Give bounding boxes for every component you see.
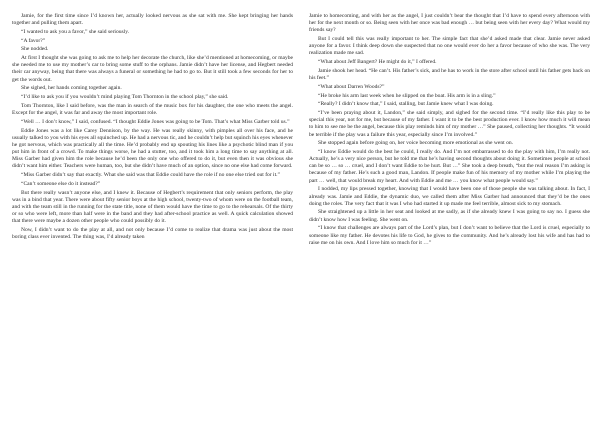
paragraph: “Miss Garber didn’t say that exactly. What she said was that Eddie could have the role if no one else tried out for it.” [21, 172, 280, 179]
paragraph: “What about Darren Woods?” [318, 83, 385, 90]
paragraph: Jamie, for the first time since I’d known her, actually looked nervous as she sat with me. She kept bringing her hands together and pulling them apart. [12, 13, 293, 27]
paragraph: Now, I didn’t want to do the play at all, and not only because I’d come to realize that drama was just about the most boring class ever invented. The thing was, I’d already taken [12, 226, 293, 241]
paragraph: She sighed, her hands coming together again. [21, 85, 122, 92]
paragraph: She stopped again before going on, her voice becoming more emotional as she went on. [318, 140, 514, 147]
paragraph: “He broke his arm last week when he slipped on the boat. His arm is in a sling.” [318, 92, 496, 99]
paragraph: Jamie to homecoming, and with her as the angel, I just couldn’t bear the thought that I’d have to spend every afternoon with her for the next month or so. Being seen with her once was bad enough … but being seen with her every day? What would my friends say? [309, 13, 590, 34]
paragraph: “I know that challenges are always part of the Lord’s plan, but I don’t want to believe that the Lord is cruel, especially to someone like my father. He devotes his life to God, he gives to the community. And he’s already lost his wife and has had to raise me on his own. And I love him so much for it …” [309, 225, 590, 246]
paragraph: “Can’t someone else do it instead?” [21, 180, 101, 187]
paragraph: “A favor?” [21, 37, 46, 44]
paragraph: “I’d like to ask you if you wouldn’t mind playing Tom Thornton in the school play,” she said. [21, 94, 229, 101]
paragraph: “What about Jeff Bangert? He might do it,” I offered. [318, 59, 437, 66]
paragraph: She nodded. [21, 46, 49, 53]
paragraph: “Well … I don’t know,” I said, confused. “I thought Eddie Jones was going to be Tom. That’s what Miss Garber told us.” [21, 118, 290, 125]
paragraph: Tom Thornton, like I said before, was the man in search of the music box for his daughter, the one who meets the angel. Except for the angel, it was far and away the most important role. [12, 102, 293, 117]
paragraph: Eddie Jones was a lot like Carey Dennison, by the way. He was really skinny, with pimples all over his face, and he usually talked to you with his eyes all squinched up. He had a nervous tic, and he couldn’t help but squinch his eyes whenever he got nervous, which was practically all the time. He’d probably end up spouting his lines like a psychotic blind man if you put him in front of a crowd. To make things worse, he had a stutter, too, and it took him a long time to say anything at all. Miss Garber had given him the role because he’d been the only one who offered to do it, but even then it was obvious she didn’t want him either. Teachers were human, too, but she didn’t have much of an option, since no one else had come forward. [12, 127, 293, 170]
gutter [294, 13, 308, 424]
paragraph: “I’ve been praying about it, Landon,” she said simply, and sighed for the second time. “I’d really like this play to be special this year, not for me, but because of my father. I want it to be the best production ever. I know how much it will mean to him to see me be the angel, because this play reminds him of my mother …” She paused, collecting her thoughts. “It would be terrible if the play was a failure this year, especially since I’m involved.” [309, 110, 590, 138]
right-page [309, 13, 590, 424]
paragraph: “I wanted to ask you a favor,” she said seriously. [21, 28, 130, 35]
paragraph: Jamie shook her head. “He can’t. His father’s sick, and he has to work in the store after school until his father gets back on his feet.” [309, 67, 590, 82]
paragraph: She straightened up a little in her seat and looked at me sadly, as if she already knew I was going to say no. I guess she didn’t know how I was feeling. She went on. [309, 209, 590, 223]
paragraph: I nodded, my lips pressed together, knowing that I would have been one of those people she was talking about. In fact, I already was. Jamie and Eddie, the dynamic duo, we called them after Miss Garber had announced that they’d be the ones doing the roles. The very fact that it was I who had started it up made me feel terrible, almost sick to my stomach. [309, 186, 590, 207]
left-page [12, 13, 293, 424]
paragraph: But there really wasn’t anyone else, and I knew it. Because of Hegbert’s requirement that only seniors perform, the play was in a bind that year. There were about fifty senior boys at the high school, twenty-two of whom were on the football team, and with the team still in the running for the state title, none of them would have the time to go to the rehearsals. Of the thirty or so who were left, more than half were in the band and they had after-school practice as well. A quick calculation showed that there were maybe a dozen other people who could possibly do it. [12, 189, 293, 225]
paragraph: But I could tell this was really important to her. The simple fact that she’d asked made that clear. Jamie never asked anyone for a favor. I think deep down she suspected that no one would ever do her a favor because of who she was. The very realization made me sad. [309, 36, 590, 57]
paragraph: “Really? I didn’t know that,” I said, stalling, but Jamie knew what I was doing. [318, 101, 494, 108]
paragraph: “I know Eddie would do the best he could, I really do. And I’m not embarrassed to do the play with him, I’m really not. Actually, he’s a very nice person, but he told me that he’s having second thoughts about doing it. Sometimes people at school can be so … so … cruel, and I don’t want Eddie to be hurt. But …” She took a deep breath, “but the real reason I’m asking is because of my father. He’s such a good man, Landon. If people make fun of his memory of my mother while I’m playing the part … well, that would break my heart. And with Eddie and me … you know what people would say.” [309, 149, 590, 184]
paragraph: At first I thought she was going to ask me to help her decorate the church, like she’d mentioned at homecoming, or maybe she needed me to use my mother’s car to bring some stuff to the orphans. Jamie didn’t have her license, and Hegbert needed their car anyway, being that there was always a funeral or something he had to go to. But it still took a few seconds for her to get the words out. [12, 55, 293, 83]
